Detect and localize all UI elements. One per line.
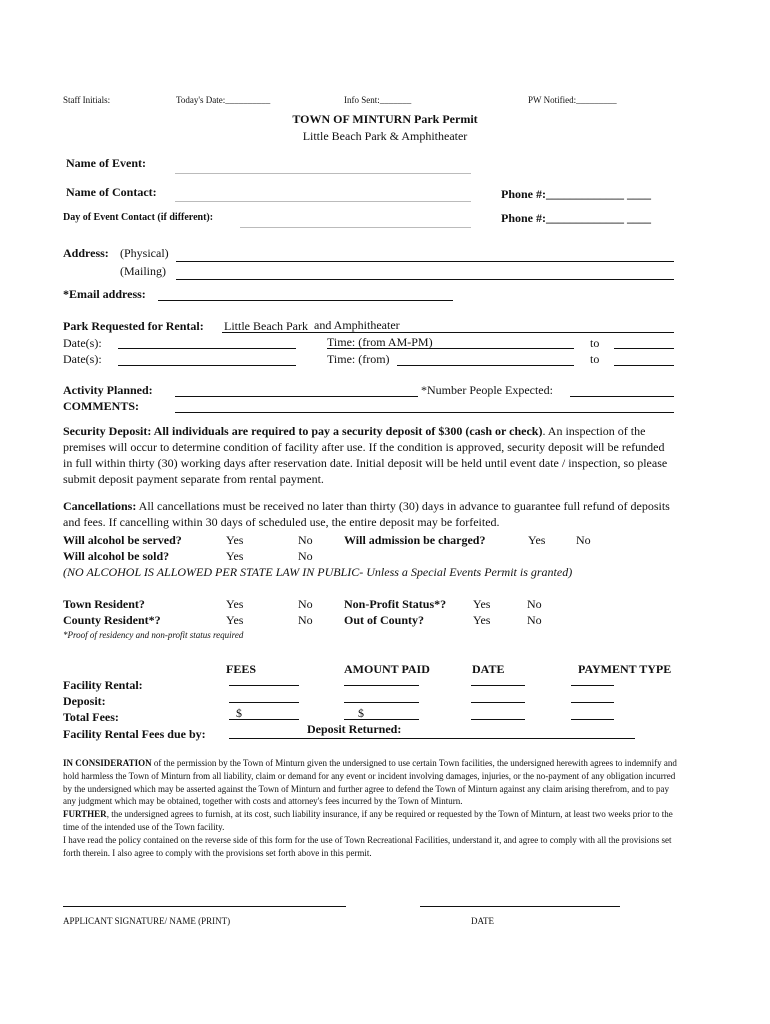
alcohol-sold-label: Will alcohol be sold? <box>63 549 170 563</box>
total-fees-dollar: $ <box>236 706 242 720</box>
proof-note: *Proof of residency and non-profit status required <box>63 630 244 640</box>
facility-rental-label: Facility Rental: <box>63 678 143 692</box>
email-address-label: *Email address: <box>63 287 146 301</box>
pw-notified-label: PW Notified:_________ <box>528 95 617 105</box>
day-of-event-contact-label: Day of Event Contact (if different): <box>63 212 214 223</box>
consideration-lead: IN CONSIDERATION <box>63 758 152 768</box>
park-requested-value-1: Little Beach Park <box>224 319 308 333</box>
total-fees-label: Total Fees: <box>63 710 119 724</box>
phone-2-label[interactable]: Phone #:_____________ ____ <box>501 211 651 225</box>
admission-yes[interactable]: Yes <box>528 533 546 547</box>
total-payment-field[interactable] <box>571 719 614 720</box>
applicant-signature-label: APPLICANT SIGNATURE/ NAME (PRINT) <box>63 916 231 926</box>
address-label: Address: <box>63 246 109 260</box>
fees-column-header: FEES <box>226 662 257 676</box>
town-resident-label: Town Resident? <box>63 597 145 611</box>
time-2-to-field[interactable] <box>614 365 674 366</box>
time-1-field[interactable] <box>327 348 574 349</box>
consideration-text: of the permission by the Town of Minturn given the undersigned to use certain Town facilities, the undersigned herewith agrees to indemnify and hold harmless the Town of Minturn from all liability, claim or demand for any event or incident involving damages, injuries, or the no-payment of any obligation incurred by the undersigned which may be asserted against the Town of Minturn and further agree to defend the Town of Minturn against any claim arising therefrom, and to pay any judgment which may be obtained, together with costs and attorney's fees incurred by the Town of Minturn. <box>63 758 677 807</box>
dates-1-label: Date(s): <box>63 336 102 350</box>
fees-due-by-label: Facility Rental Fees due by: <box>63 727 206 741</box>
amount-paid-column-header: AMOUNT PAID <box>344 662 430 676</box>
time-1-label: Time: (from AM-PM) <box>327 335 433 349</box>
park-requested-field[interactable] <box>222 332 674 333</box>
cancellations-paragraph <box>63 498 673 530</box>
deposit-payment-field[interactable] <box>571 702 614 703</box>
county-resident-no[interactable]: No <box>298 613 313 627</box>
further-lead: FURTHER <box>63 809 107 820</box>
non-profit-label: Non-Profit Status*? <box>344 597 447 611</box>
alcohol-served-yes[interactable]: Yes <box>226 533 244 547</box>
email-address-field[interactable] <box>158 300 453 301</box>
alcohol-sold-no[interactable]: No <box>298 549 313 563</box>
comments-field[interactable] <box>175 412 674 413</box>
out-of-county-no[interactable]: No <box>527 613 542 627</box>
alcohol-served-no[interactable]: No <box>298 533 313 547</box>
security-deposit-bold-text: : All individuals are required to pay a security deposit of $300 (cash or check) <box>147 424 543 438</box>
dates-1-field[interactable] <box>118 348 296 349</box>
non-profit-no[interactable]: No <box>527 597 542 611</box>
to-1-label: to <box>590 336 600 350</box>
facility-rental-date-field[interactable] <box>471 685 525 686</box>
comments-label: COMMENTS: <box>63 399 139 413</box>
total-date-field[interactable] <box>471 719 525 720</box>
number-people-label: *Number People Expected: <box>421 383 553 397</box>
security-deposit-text: . An inspection of the premises will occur to determine condition of facility after use. If the condition is approved, security deposit will be refunded in full within thirty (30) working days after reservation date. Initial deposit will be held until event date / inspection, so please submit deposit payment separate from rental payment. <box>63 424 668 486</box>
deposit-fee-field[interactable] <box>229 702 299 703</box>
policy-text: I have read the policy contained on the reverse side of this form for the use of Town Recreational Facilities, understand it, and agree to comply with all the provisions set forth therein. I also agree to comply with the provisions set forth above in this permit. <box>63 834 672 858</box>
town-resident-yes[interactable]: Yes <box>226 597 244 611</box>
deposit-label: Deposit: <box>63 694 106 708</box>
address-physical-label: (Physical) <box>120 246 169 260</box>
address-mailing-label: (Mailing) <box>120 264 166 278</box>
cancellations-label: Cancellations: <box>63 499 137 513</box>
alcohol-served-label: Will alcohol be served? <box>63 533 182 547</box>
alcohol-note: (NO ALCOHOL IS ALLOWED PER STATE LAW IN PUBLIC- Unless a Special Events Permit is granted) <box>63 565 573 579</box>
town-resident-no[interactable]: No <box>298 597 313 611</box>
todays-date-label: Today's Date:__________ <box>176 95 271 105</box>
signature-date-label: DATE <box>471 916 494 926</box>
staff-initials-label: Staff Initials: <box>63 95 111 105</box>
dates-2-label: Date(s): <box>63 352 102 366</box>
out-of-county-yes[interactable]: Yes <box>473 613 491 627</box>
time-1-to-field[interactable] <box>614 348 674 349</box>
non-profit-yes[interactable]: Yes <box>473 597 491 611</box>
facility-rental-amount-field[interactable] <box>344 685 419 686</box>
deposit-returned-label: Deposit Returned: <box>307 722 402 736</box>
deposit-date-field[interactable] <box>471 702 525 703</box>
info-sent-label: Info Sent:_______ <box>344 95 412 105</box>
cancellations-text: All cancellations must be received no later than thirty (30) days in advance to guarantee full refund of deposits and fees. If cancelling within 30 days of scheduled use, the entire deposit may be forfeited. <box>63 499 670 529</box>
further-text: , the undersigned agrees to furnish, at its cost, such liability insurance, if any be required or requested by the Town of Minturn, at least two weeks prior to the time of the intended use of the Town facility. <box>63 809 673 832</box>
county-resident-label: County Resident*? <box>63 613 161 627</box>
signature-date-line[interactable] <box>420 906 620 907</box>
payment-type-column-header: PAYMENT TYPE <box>578 662 672 676</box>
page-subtitle: Little Beach Park & Amphitheater <box>302 129 468 143</box>
security-deposit-paragraph <box>63 423 673 487</box>
page-title: TOWN OF MINTURN Park Permit <box>292 112 478 126</box>
alcohol-sold-yes[interactable]: Yes <box>226 549 244 563</box>
date-column-header: DATE <box>472 662 505 676</box>
facility-rental-payment-field[interactable] <box>571 685 614 686</box>
total-fees-field[interactable] <box>229 719 299 720</box>
address-physical-field[interactable] <box>176 261 674 262</box>
name-of-event-field[interactable] <box>175 173 471 174</box>
applicant-signature-line[interactable] <box>63 906 346 907</box>
admission-charged-label: Will admission be charged? <box>344 533 486 547</box>
name-of-event-label: Name of Event: <box>66 156 146 170</box>
phone-1-label[interactable]: Phone #:_____________ ____ <box>501 187 651 201</box>
activity-planned-field[interactable] <box>175 396 418 397</box>
number-people-field[interactable] <box>570 396 674 397</box>
to-2-label: to <box>590 352 600 366</box>
dates-2-field[interactable] <box>118 365 296 366</box>
time-2-label: Time: (from) <box>327 352 390 366</box>
out-of-county-label: Out of County? <box>344 613 425 627</box>
activity-planned-label: Activity Planned: <box>63 383 153 397</box>
park-requested-label: Park Requested for Rental: <box>63 319 204 333</box>
name-of-contact-field[interactable] <box>175 201 471 202</box>
fees-due-by-field[interactable] <box>229 738 635 739</box>
time-2-field[interactable] <box>397 365 574 366</box>
total-amount-dollar: $ <box>358 706 364 720</box>
address-mailing-field[interactable] <box>176 279 674 280</box>
security-deposit-label: Security Deposit <box>63 424 148 438</box>
deposit-amount-field[interactable] <box>344 702 419 703</box>
county-resident-yes[interactable]: Yes <box>226 613 244 627</box>
day-of-event-contact-field[interactable] <box>240 227 471 228</box>
park-requested-value-2: and Amphitheater <box>314 318 400 332</box>
name-of-contact-label: Name of Contact: <box>66 185 157 199</box>
admission-no[interactable]: No <box>576 533 591 547</box>
consideration-paragraph <box>63 757 681 859</box>
facility-rental-fee-field[interactable] <box>229 685 299 686</box>
total-amount-field[interactable] <box>344 719 419 720</box>
